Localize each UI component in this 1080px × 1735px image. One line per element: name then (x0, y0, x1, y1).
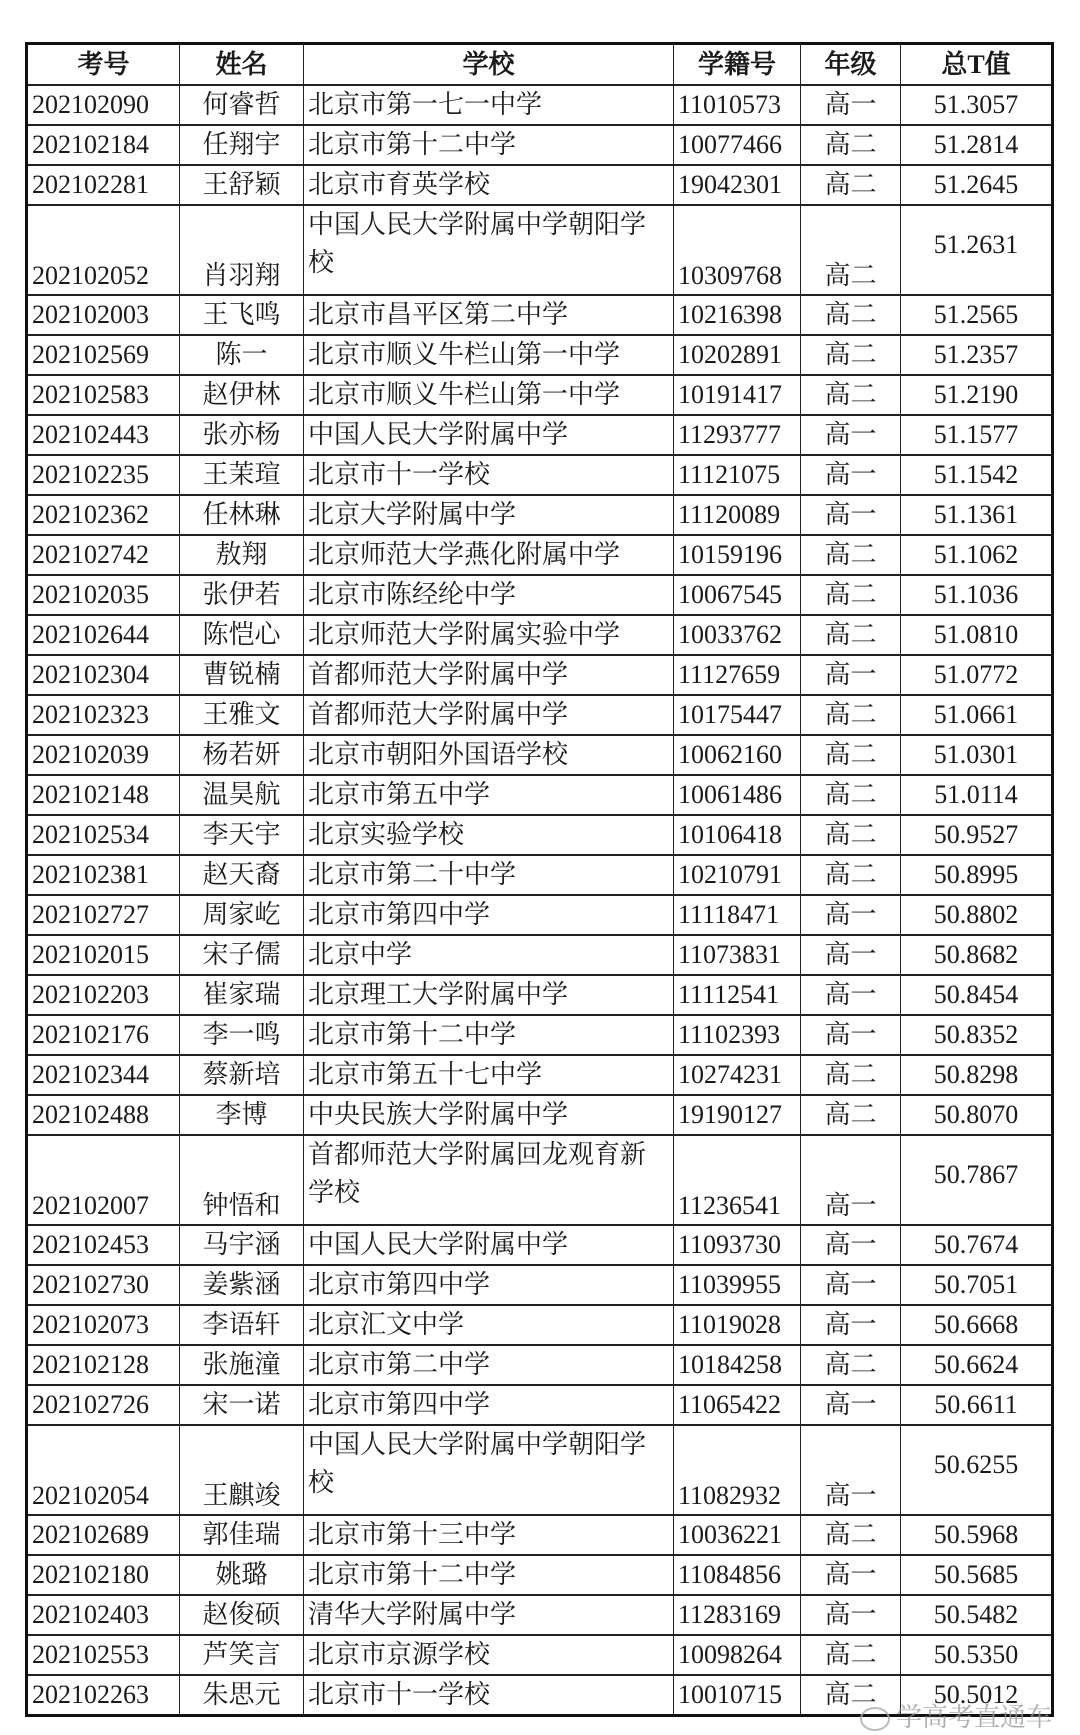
school-cell: 北京中学 (304, 935, 674, 975)
student-number-cell: 11073831 (674, 935, 801, 975)
total-t-cell: 50.5968 (901, 1515, 1053, 1555)
grade-cell: 高二 (801, 335, 901, 375)
school-cell: 北京市第十二中学 (304, 1555, 674, 1595)
total-t-cell: 51.0661 (901, 695, 1053, 735)
table-row (27, 735, 1053, 775)
total-t-cell: 51.2565 (901, 295, 1053, 335)
school-cell: 首都师范大学附属中学 (304, 655, 674, 695)
watermark-text: 学高考直通车 (895, 1703, 1052, 1733)
name-cell: 李语轩 (180, 1305, 304, 1345)
table-row (27, 1345, 1053, 1385)
school-cell: 北京理工大学附属中学 (304, 975, 674, 1015)
grade-cell: 高二 (801, 375, 901, 415)
school-cell: 北京市第四中学 (304, 895, 674, 935)
grade-cell: 高一 (801, 1305, 901, 1345)
total-t-cell: 51.2190 (901, 375, 1053, 415)
total-t-cell: 50.7051 (901, 1265, 1053, 1305)
student-number-cell: 10077466 (674, 125, 801, 165)
student-number-cell: 11293777 (674, 415, 801, 455)
exam-id-cell: 202102090 (27, 85, 180, 125)
school-cell: 中央民族大学附属中学 (304, 1095, 674, 1135)
table-row (27, 295, 1053, 335)
header-row (27, 44, 1053, 86)
table-row (27, 1425, 1053, 1515)
student-number-cell: 10202891 (674, 335, 801, 375)
grade-cell: 高一 (801, 1135, 901, 1225)
student-number-cell: 10036221 (674, 1515, 801, 1555)
exam-id-cell: 202102203 (27, 975, 180, 1015)
student-number-cell: 10033762 (674, 615, 801, 655)
exam-id-cell: 202102052 (27, 205, 180, 295)
student-number-cell: 10106418 (674, 815, 801, 855)
name-cell: 张伊若 (180, 575, 304, 615)
name-cell: 张亦杨 (180, 415, 304, 455)
grade-cell: 高二 (801, 1055, 901, 1095)
student-number-cell: 11120089 (674, 495, 801, 535)
student-number-cell: 10184258 (674, 1345, 801, 1385)
grade-cell: 高二 (801, 695, 901, 735)
grade-cell: 高一 (801, 975, 901, 1015)
total-t-cell: 50.8454 (901, 975, 1053, 1015)
table-row (27, 1635, 1053, 1675)
exam-id-cell: 202102403 (27, 1595, 180, 1635)
grade-cell: 高一 (801, 495, 901, 535)
student-number-cell: 11082932 (674, 1425, 801, 1515)
total-t-cell: 50.8070 (901, 1095, 1053, 1135)
name-cell: 李博 (180, 1095, 304, 1135)
student-number-cell: 19190127 (674, 1095, 801, 1135)
name-cell: 赵俊硕 (180, 1595, 304, 1635)
name-cell: 马宇涵 (180, 1225, 304, 1265)
school-cell: 中国人民大学附属中学朝阳学校 (304, 205, 674, 295)
school-cell: 北京市十一学校 (304, 455, 674, 495)
school-cell: 北京实验学校 (304, 815, 674, 855)
header-name: 姓名 (180, 44, 304, 86)
total-t-cell: 51.1036 (901, 575, 1053, 615)
total-t-cell: 50.6255 (901, 1425, 1053, 1515)
table-row (27, 375, 1053, 415)
school-cell: 北京市顺义牛栏山第一中学 (304, 375, 674, 415)
table-row (27, 165, 1053, 205)
header-total-t: 总T值 (901, 44, 1053, 86)
student-number-cell: 11102393 (674, 1015, 801, 1055)
exam-id-cell: 202102015 (27, 935, 180, 975)
grade-cell: 高一 (801, 1225, 901, 1265)
name-cell: 曹锐楠 (180, 655, 304, 695)
exam-id-cell: 202102263 (27, 1675, 180, 1716)
school-cell: 北京市第二中学 (304, 1345, 674, 1385)
grade-cell: 高一 (801, 1555, 901, 1595)
grade-cell: 高一 (801, 415, 901, 455)
student-number-cell: 10309768 (674, 205, 801, 295)
total-t-cell: 51.0301 (901, 735, 1053, 775)
grade-cell: 高二 (801, 1515, 901, 1555)
student-number-cell: 11093730 (674, 1225, 801, 1265)
grade-cell: 高二 (801, 1095, 901, 1135)
total-t-cell: 50.5685 (901, 1555, 1053, 1595)
exam-id-cell: 202102344 (27, 1055, 180, 1095)
school-cell: 北京市第十三中学 (304, 1515, 674, 1555)
total-t-cell: 50.8298 (901, 1055, 1053, 1095)
name-cell: 蔡新培 (180, 1055, 304, 1095)
grade-cell: 高二 (801, 295, 901, 335)
student-number-cell: 11236541 (674, 1135, 801, 1225)
school-cell: 北京市陈经纶中学 (304, 575, 674, 615)
school-cell: 首都师范大学附属回龙观育新学校 (304, 1135, 674, 1225)
exam-id-cell: 202102443 (27, 415, 180, 455)
student-number-cell: 11010573 (674, 85, 801, 125)
student-number-cell: 11084856 (674, 1555, 801, 1595)
grade-cell: 高一 (801, 1265, 901, 1305)
school-cell: 清华大学附属中学 (304, 1595, 674, 1635)
total-t-cell: 50.5482 (901, 1595, 1053, 1635)
table-row (27, 1305, 1053, 1345)
total-t-cell: 51.3057 (901, 85, 1053, 125)
name-cell: 任翔宇 (180, 125, 304, 165)
ranking-table (25, 42, 1054, 1717)
grade-cell: 高一 (801, 1385, 901, 1425)
student-number-cell: 11039955 (674, 1265, 801, 1305)
total-t-cell: 50.5350 (901, 1635, 1053, 1675)
exam-id-cell: 202102726 (27, 1385, 180, 1425)
exam-id-cell: 202102730 (27, 1265, 180, 1305)
table-row (27, 775, 1053, 815)
table-row (27, 1135, 1053, 1225)
name-cell: 王舒颖 (180, 165, 304, 205)
school-cell: 北京市昌平区第二中学 (304, 295, 674, 335)
school-cell: 北京市第一七一中学 (304, 85, 674, 125)
student-number-cell: 10098264 (674, 1635, 801, 1675)
school-cell: 中国人民大学附属中学 (304, 415, 674, 455)
exam-id-cell: 202102323 (27, 695, 180, 735)
watermark (860, 1697, 1052, 1734)
student-number-cell: 11283169 (674, 1595, 801, 1635)
table-row (27, 1265, 1053, 1305)
table-row (27, 1015, 1053, 1055)
table-row (27, 1385, 1053, 1425)
school-cell: 北京市顺义牛栏山第一中学 (304, 335, 674, 375)
exam-id-cell: 202102362 (27, 495, 180, 535)
name-cell: 姚璐 (180, 1555, 304, 1595)
grade-cell: 高二 (801, 615, 901, 655)
student-number-cell: 11065422 (674, 1385, 801, 1425)
total-t-cell: 51.2645 (901, 165, 1053, 205)
name-cell: 陈恺心 (180, 615, 304, 655)
table-row (27, 535, 1053, 575)
name-cell: 姜紫涵 (180, 1265, 304, 1305)
student-number-cell: 10062160 (674, 735, 801, 775)
table-row (27, 335, 1053, 375)
grade-cell: 高一 (801, 1015, 901, 1055)
grade-cell: 高二 (801, 815, 901, 855)
name-cell: 王茉瑄 (180, 455, 304, 495)
school-cell: 中国人民大学附属中学朝阳学校 (304, 1425, 674, 1515)
school-cell: 北京市第十二中学 (304, 125, 674, 165)
grade-cell: 高一 (801, 1595, 901, 1635)
grade-cell: 高二 (801, 125, 901, 165)
total-t-cell: 50.6624 (901, 1345, 1053, 1385)
exam-id-cell: 202102281 (27, 165, 180, 205)
exam-id-cell: 202102180 (27, 1555, 180, 1595)
student-number-cell: 10216398 (674, 295, 801, 335)
student-number-cell: 11121075 (674, 455, 801, 495)
school-cell: 北京市第五中学 (304, 775, 674, 815)
exam-id-cell: 202102727 (27, 895, 180, 935)
total-t-cell: 51.0810 (901, 615, 1053, 655)
grade-cell: 高二 (801, 1345, 901, 1385)
grade-cell: 高一 (801, 455, 901, 495)
exam-id-cell: 202102039 (27, 735, 180, 775)
student-number-cell: 10067545 (674, 575, 801, 615)
name-cell: 陈一 (180, 335, 304, 375)
total-t-cell: 50.6611 (901, 1385, 1053, 1425)
total-t-cell: 50.8802 (901, 895, 1053, 935)
table-row (27, 125, 1053, 165)
exam-id-cell: 202102644 (27, 615, 180, 655)
school-cell: 北京市育英学校 (304, 165, 674, 205)
grade-cell: 高二 (801, 575, 901, 615)
grade-cell: 高二 (801, 1675, 901, 1716)
name-cell: 赵天裔 (180, 855, 304, 895)
school-cell: 北京市第二十中学 (304, 855, 674, 895)
total-t-cell: 50.5012 (901, 1675, 1053, 1716)
grade-cell: 高一 (801, 655, 901, 695)
student-number-cell: 10274231 (674, 1055, 801, 1095)
exam-id-cell: 202102128 (27, 1345, 180, 1385)
school-cell: 北京市第四中学 (304, 1265, 674, 1305)
grade-cell: 高一 (801, 1425, 901, 1515)
name-cell: 杨若妍 (180, 735, 304, 775)
exam-id-cell: 202102569 (27, 335, 180, 375)
table-row (27, 575, 1053, 615)
name-cell: 何睿哲 (180, 85, 304, 125)
exam-id-cell: 202102553 (27, 1635, 180, 1675)
table-row (27, 975, 1053, 1015)
school-cell: 北京大学附属中学 (304, 495, 674, 535)
total-t-cell: 50.7674 (901, 1225, 1053, 1265)
school-cell: 首都师范大学附属中学 (304, 695, 674, 735)
table-row (27, 85, 1053, 125)
grade-cell: 高二 (801, 205, 901, 295)
grade-cell: 高二 (801, 735, 901, 775)
table-row (27, 935, 1053, 975)
name-cell: 王飞鸣 (180, 295, 304, 335)
name-cell: 宋一诺 (180, 1385, 304, 1425)
name-cell: 宋子儒 (180, 935, 304, 975)
student-number-cell: 10210791 (674, 855, 801, 895)
total-t-cell: 51.1361 (901, 495, 1053, 535)
grade-cell: 高一 (801, 935, 901, 975)
table-row (27, 1595, 1053, 1635)
total-t-cell: 50.8682 (901, 935, 1053, 975)
student-number-cell: 11112541 (674, 975, 801, 1015)
table-row (27, 1515, 1053, 1555)
grade-cell: 高一 (801, 895, 901, 935)
school-cell: 北京市第四中学 (304, 1385, 674, 1425)
exam-id-cell: 202102148 (27, 775, 180, 815)
table-row (27, 855, 1053, 895)
name-cell: 赵伊林 (180, 375, 304, 415)
total-t-cell: 50.6668 (901, 1305, 1053, 1345)
header-grade: 年级 (801, 44, 901, 86)
grade-cell: 高二 (801, 1635, 901, 1675)
exam-id-cell: 202102176 (27, 1015, 180, 1055)
school-cell: 北京市第五十七中学 (304, 1055, 674, 1095)
total-t-cell: 51.1062 (901, 535, 1053, 575)
exam-id-cell: 202102073 (27, 1305, 180, 1345)
total-t-cell: 50.7867 (901, 1135, 1053, 1225)
name-cell: 朱思元 (180, 1675, 304, 1716)
name-cell: 李一鸣 (180, 1015, 304, 1055)
exam-id-cell: 202102054 (27, 1425, 180, 1515)
total-t-cell: 51.0114 (901, 775, 1053, 815)
school-cell: 北京市第十二中学 (304, 1015, 674, 1055)
table-row (27, 615, 1053, 655)
name-cell: 王麒竣 (180, 1425, 304, 1515)
table-row (27, 1555, 1053, 1595)
total-t-cell: 50.8352 (901, 1015, 1053, 1055)
exam-id-cell: 202102235 (27, 455, 180, 495)
table-row (27, 415, 1053, 455)
table-row (27, 815, 1053, 855)
school-cell: 北京师范大学附属实验中学 (304, 615, 674, 655)
table-row (27, 455, 1053, 495)
school-cell: 北京师范大学燕化附属中学 (304, 535, 674, 575)
name-cell: 崔家瑞 (180, 975, 304, 1015)
total-t-cell: 50.9527 (901, 815, 1053, 855)
exam-id-cell: 202102003 (27, 295, 180, 335)
table-row (27, 695, 1053, 735)
header-school: 学校 (304, 44, 674, 86)
grade-cell: 高二 (801, 775, 901, 815)
total-t-cell: 51.2814 (901, 125, 1053, 165)
student-number-cell: 11118471 (674, 895, 801, 935)
exam-id-cell: 202102035 (27, 575, 180, 615)
exam-id-cell: 202102381 (27, 855, 180, 895)
header-exam-id: 考号 (27, 44, 180, 86)
table-row (27, 1095, 1053, 1135)
exam-id-cell: 202102689 (27, 1515, 180, 1555)
exam-id-cell: 202102534 (27, 815, 180, 855)
exam-id-cell: 202102453 (27, 1225, 180, 1265)
table-row (27, 1055, 1053, 1095)
table-row (27, 895, 1053, 935)
table-row (27, 495, 1053, 535)
grade-cell: 高二 (801, 855, 901, 895)
table-row (27, 1225, 1053, 1265)
school-cell: 北京市京源学校 (304, 1635, 674, 1675)
exam-id-cell: 202102488 (27, 1095, 180, 1135)
exam-id-cell: 202102304 (27, 655, 180, 695)
school-cell: 中国人民大学附属中学 (304, 1225, 674, 1265)
name-cell: 钟悟和 (180, 1135, 304, 1225)
school-cell: 北京市十一学校 (304, 1675, 674, 1716)
total-t-cell: 51.1577 (901, 415, 1053, 455)
student-number-cell: 11127659 (674, 655, 801, 695)
student-number-cell: 10159196 (674, 535, 801, 575)
name-cell: 王雅文 (180, 695, 304, 735)
grade-cell: 高一 (801, 85, 901, 125)
exam-id-cell: 202102742 (27, 535, 180, 575)
table-row (27, 655, 1053, 695)
student-number-cell: 10010715 (674, 1675, 801, 1716)
name-cell: 敖翔 (180, 535, 304, 575)
wechat-icon (860, 1707, 890, 1731)
total-t-cell: 50.8995 (901, 855, 1053, 895)
name-cell: 芦笑言 (180, 1635, 304, 1675)
total-t-cell: 51.0772 (901, 655, 1053, 695)
school-cell: 北京汇文中学 (304, 1305, 674, 1345)
name-cell: 张施潼 (180, 1345, 304, 1385)
name-cell: 肖羽翔 (180, 205, 304, 295)
total-t-cell: 51.1542 (901, 455, 1053, 495)
total-t-cell: 51.2631 (901, 205, 1053, 295)
student-number-cell: 10061486 (674, 775, 801, 815)
grade-cell: 高二 (801, 165, 901, 205)
header-student-number: 学籍号 (674, 44, 801, 86)
student-number-cell: 10191417 (674, 375, 801, 415)
name-cell: 温昊航 (180, 775, 304, 815)
exam-id-cell: 202102007 (27, 1135, 180, 1225)
grade-cell: 高二 (801, 535, 901, 575)
total-t-cell: 51.2357 (901, 335, 1053, 375)
student-number-cell: 19042301 (674, 165, 801, 205)
student-number-cell: 10175447 (674, 695, 801, 735)
table-row (27, 205, 1053, 295)
name-cell: 任林琳 (180, 495, 304, 535)
student-number-cell: 11019028 (674, 1305, 801, 1345)
exam-id-cell: 202102583 (27, 375, 180, 415)
name-cell: 周家屹 (180, 895, 304, 935)
name-cell: 郭佳瑞 (180, 1515, 304, 1555)
exam-id-cell: 202102184 (27, 125, 180, 165)
name-cell: 李天宇 (180, 815, 304, 855)
school-cell: 北京市朝阳外国语学校 (304, 735, 674, 775)
